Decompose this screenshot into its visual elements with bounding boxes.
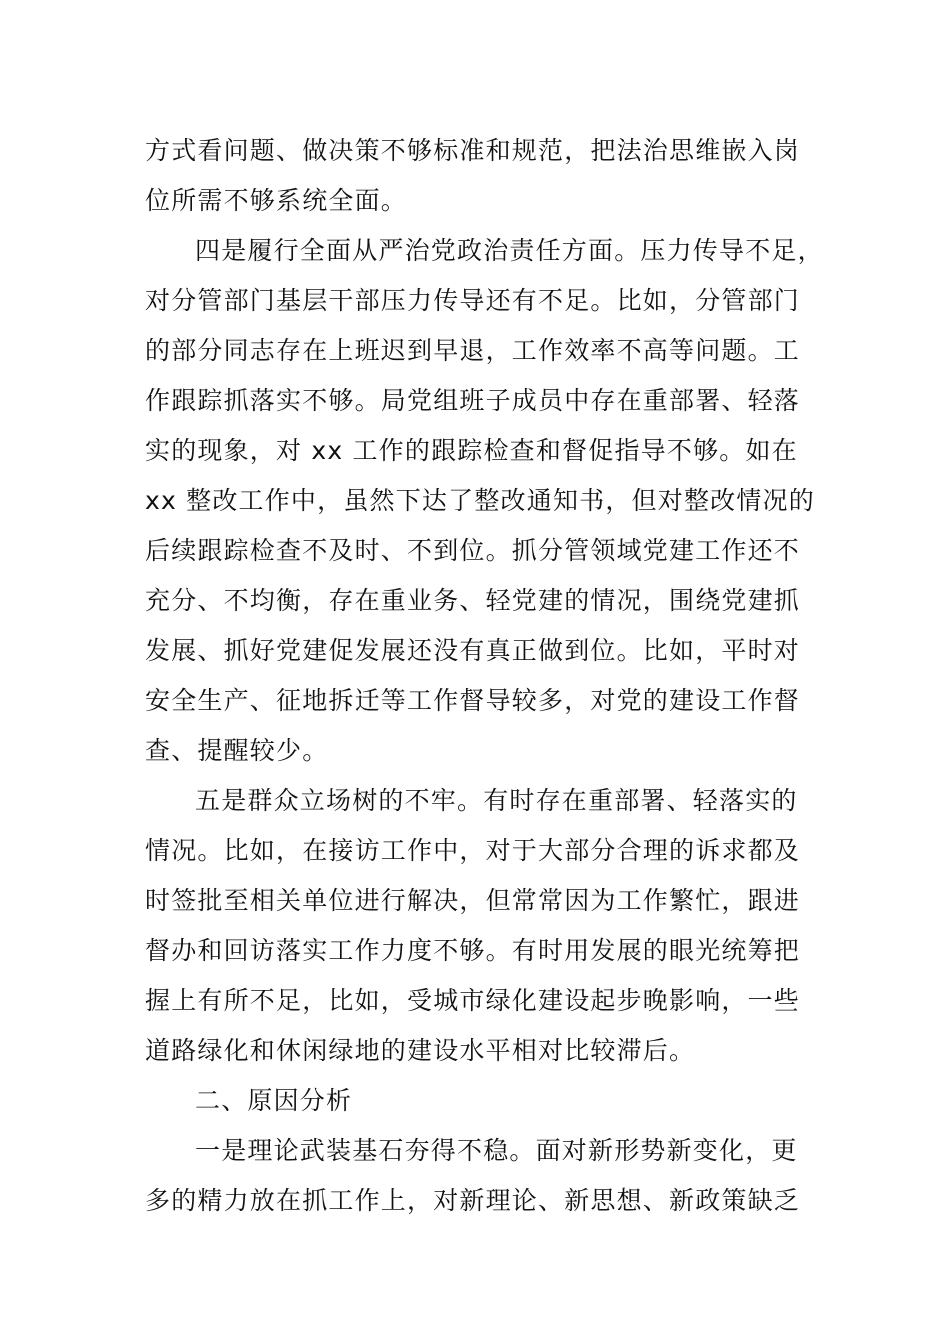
text-line: 查、提醒较少。 [145, 736, 329, 765]
text-line: 方式看问题、做决策不够标准和规范，把法治思维嵌入岗 [145, 136, 801, 165]
text-line: 位所需不够系统全面。 [145, 186, 408, 215]
text-line: 对分管部门基层干部压力传导还有不足。比如，分管部门 [145, 286, 801, 315]
text-line: 督办和回访落实工作力度不够。有时用发展的眼光统筹把 [145, 936, 801, 965]
text-line: 后续跟踪检查不及时、不到位。抓分管领域党建工作还不 [145, 536, 801, 565]
text-line: 作跟踪抓落实不够。局党组班子成员中存在重部署、轻落 [145, 386, 801, 415]
section-heading: 二、原因分析 [195, 1086, 353, 1115]
text-line: 情况。比如，在接访工作中，对于大部分合理的诉求都及 [145, 836, 801, 865]
text-line: 多的精力放在抓工作上，对新理论、新思想、新政策缺乏 [145, 1186, 801, 1215]
text-line: 实的现象，对 xx 工作的跟踪检查和督促指导不够。如在 [145, 436, 798, 465]
paragraph-start-line: 五是群众立场树的不牢。有时存在重部署、轻落实的 [195, 786, 798, 815]
text-line: 握上有所不足，比如，受城市绿化建设起步晚影响，一些 [145, 986, 801, 1015]
text-line: 道路绿化和休闲绿地的建设水平相对比较滞后。 [145, 1036, 696, 1065]
text-line: 安全生产、征地拆迁等工作督导较多，对党的建设工作督 [145, 686, 801, 715]
paragraph-start-line: 一是理论武装基石夯得不稳。面对新形势新变化，更 [195, 1136, 798, 1165]
text-line: 充分、不均衡，存在重业务、轻党建的情况，围绕党建抓 [145, 586, 801, 615]
text-line: xx 整改工作中，虽然下达了整改通知书，但对整改情况的 [145, 486, 815, 515]
text-line: 发展、抓好党建促发展还没有真正做到位。比如，平时对 [145, 636, 801, 665]
paragraph-start-line: 四是履行全面从严治党政治责任方面。压力传导不足， [195, 236, 824, 265]
text-line: 时签批至相关单位进行解决，但常常因为工作繁忙，跟进 [145, 886, 801, 915]
text-line: 的部分同志存在上班迟到早退，工作效率不高等问题。工 [145, 336, 801, 365]
